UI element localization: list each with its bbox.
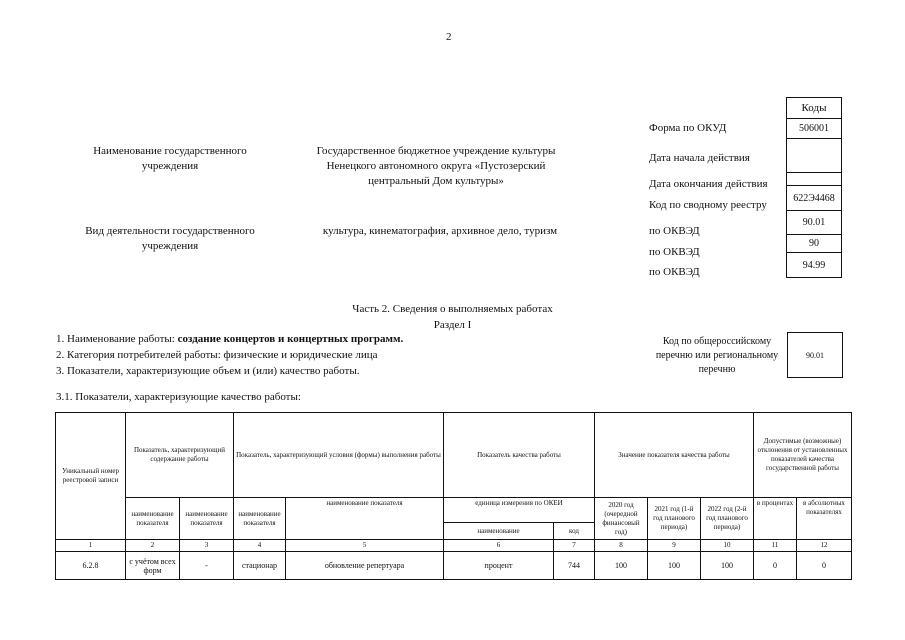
code-okved-3: 94.99 [787,253,842,278]
column-number: 1 [56,540,126,552]
institution-label: Наименование государственного учреждения [93,145,247,172]
cell-unit-code: 744 [554,552,595,580]
label-okved-1: по ОКВЭД [649,225,700,237]
subheader-name-3: наименование показателя [234,498,286,540]
column-number: 9 [648,540,701,552]
code-list-value: 90.01 [787,332,843,378]
cell-content-indicator: с учётом всех форм [126,552,180,580]
section-title: Раздел I [433,319,472,331]
part-title: Часть 2. Сведения о выполняемых работах [352,303,553,315]
work-name-line [56,333,403,345]
page-number: 2 [446,31,452,43]
subheader-year-2020: 2020 год (очередной финансовый год) [595,498,648,540]
institution-value: Государственное бюджетное учреждение культуры Ненецкого автономного округа «Пустозерский центральный Дом культуры» [316,145,556,187]
label-okud: Форма по ОКУД [649,122,727,134]
consumer-category-line: 2. Категория потребителей работы: физические и юридические лица [56,349,378,361]
cell-condition-name: обновление репертуара [286,552,444,580]
codes-table [786,97,842,278]
subheader-unit-code: код [554,523,595,540]
column-number: 5 [286,540,444,552]
subheader-year-2022: 2022 год (2-й год планового периода) [701,498,754,540]
header-conditions-indicator: Показатель, характеризующий условия (формы) выполнения работы [234,413,444,498]
column-number: 10 [701,540,754,552]
column-number: 7 [554,540,595,552]
code-start-date [787,139,842,173]
quality-title: 3.1. Показатели, характеризующие качество работы: [56,391,301,403]
cell-condition: стационар [234,552,286,580]
code-registry: 622Э4468 [787,186,842,211]
work-name-prefix: 1. Наименование работы: [56,333,178,345]
header-deviation: Допустимые (возможные) отклонения от установленных показателей качества государственной работы [754,413,852,498]
column-number: 12 [797,540,852,552]
cell-value-2020: 100 [595,552,648,580]
subheader-year-2021: 2021 год (1-й год планового периода) [648,498,701,540]
subheader-okei-unit: единица измерения по ОКЕИ [444,498,595,523]
cell-unique-number: 6.2.8 [56,552,126,580]
activity-label: Вид деятельности государственного учреждения [85,225,255,252]
label-okved-2: по ОКВЭД [649,246,700,258]
subheader-percent: в процентах [754,498,797,540]
header-quality-values: Значение показателя качества работы [595,413,754,498]
column-number: 4 [234,540,286,552]
indicators-line: 3. Показатели, характеризующие объем и (или) качество работы. [56,365,360,377]
cell-deviation-absolute: 0 [797,552,852,580]
column-number: 2 [126,540,180,552]
header-unique-number: Уникальный номер реестровой записи [56,413,126,540]
subheader-name-4: наименование показателя [286,498,444,540]
subheader-unit-name: наименование [444,523,554,540]
column-number: 8 [595,540,648,552]
cell-value-2022: 100 [701,552,754,580]
header-content-indicator: Показатель, характеризующий содержание работы [126,413,234,498]
code-list-label: Код по общероссийскому перечню или региональному перечню [655,336,779,375]
header-quality-indicator: Показатель качества работы [444,413,595,498]
label-registry: Код по сводному реестру [649,199,767,211]
label-end-date: Дата окончания действия [649,178,768,190]
cell-deviation-percent: 0 [754,552,797,580]
label-okved-3: по ОКВЭД [649,266,700,278]
code-okved-2: 90 [787,235,842,253]
column-number: 3 [180,540,234,552]
column-number: 6 [444,540,554,552]
code-okved-1: 90.01 [787,211,842,235]
activity-value: культура, кинематография, архивное дело, туризм [322,225,558,237]
code-end-date [787,173,842,186]
subheader-absolute: в абсолютных показателях [797,498,852,540]
cell-content-indicator-2: - [180,552,234,580]
cell-value-2021: 100 [648,552,701,580]
code-okud: 506001 [787,119,842,139]
work-name-value: создание концертов и концертных программ. [177,333,404,345]
column-number: 11 [754,540,797,552]
label-start-date: Дата начала действия [649,152,750,164]
table-row [56,552,852,580]
subheader-name-1: наименование показателя [126,498,180,540]
codes-header: Коды [787,98,842,119]
quality-table [55,412,852,580]
cell-unit-name: процент [444,552,554,580]
subheader-name-2: наименование показателя [180,498,234,540]
